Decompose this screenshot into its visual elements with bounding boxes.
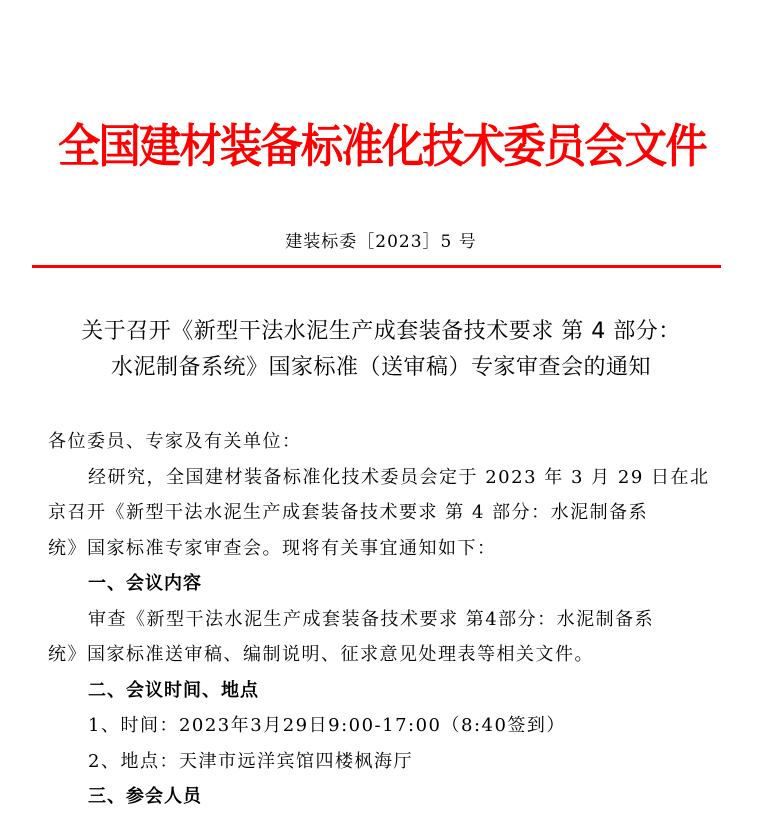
intro-line-1: 经研究，全国建材装备标准化技术委员会定于 2023 年 3 月 29 日在北 — [88, 466, 710, 488]
notice-title-line-2: 水泥制备系统》国家标准（送审稿）专家审查会的通知 — [110, 355, 651, 380]
red-divider-line — [32, 265, 721, 268]
meeting-time: 1、时间：2023年3月29日9:00-17:00（8:40签到） — [88, 715, 566, 736]
section-heading-time-location: 二、会议时间、地点 — [88, 679, 259, 701]
meeting-content-line-1: 审查《新型干法水泥生产成套装备技术要求 第4部分：水泥制备系 — [88, 608, 655, 630]
document-number: 建装标委［2023］5 号 — [285, 232, 477, 252]
meeting-content-line-2: 统》国家标准送审稿、编制说明、征求意见处理表等相关文件。 — [48, 644, 594, 665]
intro-line-2: 京召开《新型干法水泥生产成套装备技术要求 第 4 部分：水泥制备系 — [48, 502, 649, 523]
issuing-authority-title: 全国建材装备标准化技术委员会文件 — [58, 119, 706, 173]
meeting-location: 2、地点：天津市远洋宾馆四楼枫海厅 — [88, 750, 413, 772]
section-heading-cutoff: 三、参会人员 — [88, 786, 202, 807]
notice-title-line-1: 关于召开《新型干法水泥生产成套装备技术要求 第 4 部分： — [81, 319, 681, 344]
notice-body — [48, 424, 708, 815]
notice-title — [0, 314, 762, 386]
salutation: 各位委员、专家及有关单位： — [48, 431, 302, 452]
section-heading-meeting-content: 一、会议内容 — [88, 573, 202, 594]
intro-line-3: 统》国家标准专家审查会。现将有关事宜通知如下： — [48, 537, 497, 559]
